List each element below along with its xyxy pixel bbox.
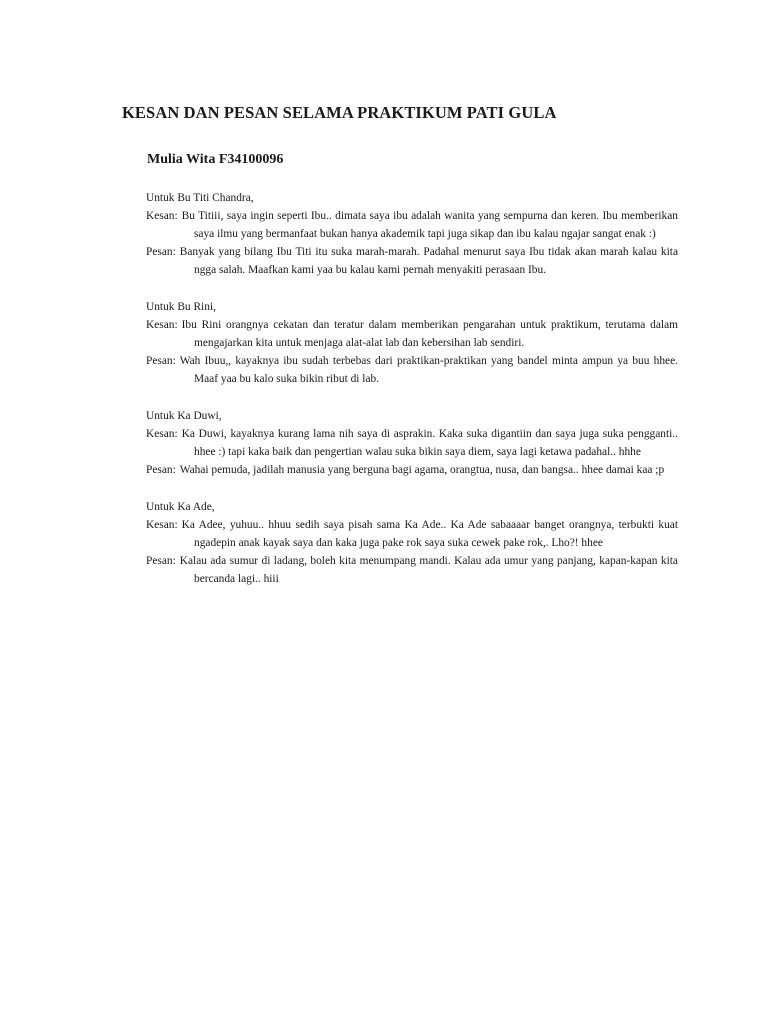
- kesan-label: Kesan:: [146, 428, 178, 440]
- recipient-line: Untuk Ka Duwi,: [146, 410, 222, 422]
- kesan-entry: [146, 516, 678, 552]
- pesan-label: Pesan:: [146, 355, 176, 367]
- kesan-text: Ibu Rini orangnya cekatan dan teratur dalam memberikan pengarahan untuk praktikum, terutama dalam mengajarkan kita untuk menjaga alat-alat lab dan kebersihan lab sendiri.: [181, 319, 678, 349]
- kesan-label: Kesan:: [146, 210, 178, 222]
- section-bu-rini: [146, 298, 678, 388]
- pesan-entry: [146, 352, 678, 388]
- pesan-label: Pesan:: [146, 555, 176, 567]
- recipient-line: Untuk Ka Ade,: [146, 501, 215, 513]
- section-ka-duwi: [146, 407, 678, 479]
- kesan-entry: [146, 207, 678, 243]
- pesan-text: Wahai pemuda, jadilah manusia yang berguna bagi agama, orangtua, nusa, dan bangsa.. hhee damai kaa ;p: [179, 464, 665, 476]
- section-bu-titi: [146, 189, 678, 279]
- kesan-entry: [146, 316, 678, 352]
- pesan-text: Wah Ibuu,, kayaknya ibu sudah terbebas dari praktikan-praktikan yang bandel minta ampun ya buu hhee. Maaf yaa bu kalo suka bikin ribut di lab.: [179, 355, 678, 385]
- pesan-label: Pesan:: [146, 246, 176, 258]
- pesan-entry: [146, 243, 678, 279]
- recipient-line: Untuk Bu Titi Chandra,: [146, 192, 254, 204]
- message-sections: [146, 189, 678, 607]
- pesan-entry: [146, 461, 678, 479]
- kesan-label: Kesan:: [146, 519, 178, 531]
- kesan-entry: [146, 425, 678, 461]
- pesan-label: Pesan:: [146, 464, 176, 476]
- pesan-text: Kalau ada sumur di ladang, boleh kita menumpang mandi. Kalau ada umur yang panjang, kapan-kapan kita bercanda lagi.. hiii: [179, 555, 678, 585]
- pesan-entry: [146, 552, 678, 588]
- author-name: Mulia Wita F34100096: [147, 152, 284, 167]
- kesan-text: Bu Titiii, saya ingin seperti Ibu.. dimata saya ibu adalah wanita yang sempurna dan keren. Ibu memberikan saya ilmu yang bermanfaat bukan hanya akademik tapi juga sikap dan ibu kalau ngajar sangat enak :): [181, 210, 678, 240]
- kesan-text: Ka Duwi, kayaknya kurang lama nih saya di asprakin. Kaka suka digantiin dan saya juga suka pengganti.. hhee :) tapi kaka baik dan pengertian walau suka bikin saya diem, saya lagi ketawa padahal.. hhhe: [181, 428, 678, 458]
- section-ka-ade: [146, 498, 678, 588]
- pesan-text: Banyak yang bilang Ibu Titi itu suka marah-marah. Padahal menurut saya Ibu tidak akan marah kalau kita ngga salah. Maafkan kami yaa bu kalau kami pernah menyakiti perasaan Ibu.: [179, 246, 678, 276]
- document-title: KESAN DAN PESAN SELAMA PRAKTIKUM PATI GULA: [122, 103, 557, 122]
- kesan-text: Ka Adee, yuhuu.. hhuu sedih saya pisah sama Ka Ade.. Ka Ade sabaaaar banget orangnya, terbukti kuat ngadepin anak kayak saya dan kaka juga pake rok saya suka cewek pake rok,. Lho?! hhee: [181, 519, 678, 549]
- recipient-line: Untuk Bu Rini,: [146, 301, 216, 313]
- kesan-label: Kesan:: [146, 319, 178, 331]
